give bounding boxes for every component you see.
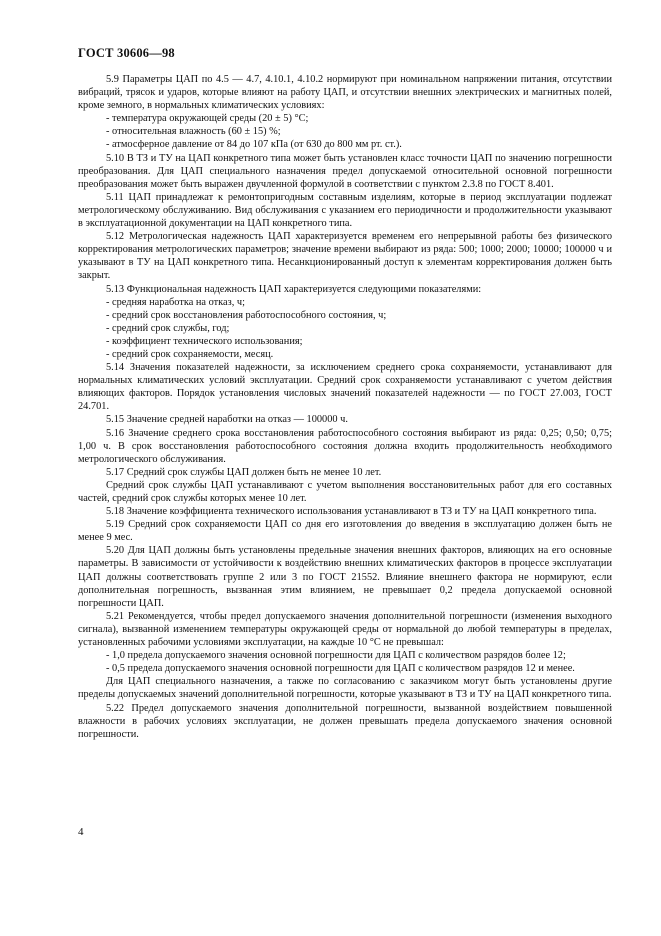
list-item: - 1,0 предела допускаемого значения основной погрешности для ЦАП с количеством разрядов более 12; xyxy=(106,650,566,662)
paragraph-5-9: 5.9 Параметры ЦАП по 4.5 — 4.7, 4.10.1, 4.10.2 нормируют при номинальном напряжении питания, отсутствии вибраций, трясок и ударов, которые влияют на работу ЦАП, и отсутствии внешних электрических и магнитных полей, кроме земного, в нормальных климатических условиях: xyxy=(78,74,612,112)
paragraph-5-15: 5.15 Значение средней наработки на отказ — 100000 ч. xyxy=(106,414,348,426)
paragraph-5-18: 5.18 Значение коэффициента технического использования устанавливают в ТЗ и ТУ на ЦАП конкретного типа. xyxy=(106,506,597,518)
paragraph-5-21: 5.21 Рекомендуется, чтобы предел допускаемого значения дополнительной погрешности (изменения выходного сигнала), вызванной изменением температуры окружающей среды от нормальной до любой температуры в пределах, установленных рабочими условиями эксплуатации, на каждые 10 °С не превышал: xyxy=(78,610,612,649)
paragraph-5-13: 5.13 Функциональная надежность ЦАП характеризуется следующими показателями: xyxy=(106,283,482,295)
list-item: - температура окружающей среды (20 ± 5) °С; xyxy=(106,113,309,125)
page-number: 4 xyxy=(78,826,84,838)
document-header: ГОСТ 30606—98 xyxy=(78,46,175,60)
list-item: - атмосферное давление от 84 до 107 кПа (от 630 до 800 мм рт. ст.). xyxy=(106,139,402,151)
paragraph-5-16: 5.16 Значение среднего срока восстановления работоспособного состояния выбирают из ряда: 0,25; 0,50; 0,75; 1,00 ч. В срок восстановления работоспособного состояния должна входить продолжительность необходимого метрологического обслуживания. xyxy=(78,427,612,465)
document-body xyxy=(78,73,612,741)
paragraph-5-20: 5.20 Для ЦАП должны быть установлены предельные значения внешних факторов, влияющих на его основные параметры. В зависимости от устойчивости к воздействию внешних климатических факторов в процессе эксплуатации ЦАП должны соответствовать группе 2 или 3 по ГОСТ 21552. Влияние внешнего фактора не нормируют, если дополнительная погрешность, вызванная этим влиянием, не превышает 0,2 предела допускаемой основной погрешности ЦАП. xyxy=(78,545,612,609)
paragraph: Для ЦАП специального назначения, а также по согласованию с заказчиком могут быть установлены другие пределы допускаемых значений дополнительной погрешности, которые указывают в ТЗ и ТУ на ЦАП конкретного типа. xyxy=(78,676,612,701)
list-item: - коэффициент технического использования; xyxy=(106,335,303,347)
list-item: - средний срок восстановления работоспособного состояния, ч; xyxy=(106,309,387,321)
list-item: - 0,5 предела допускаемого значения основной погрешности для ЦАП с количеством разрядов 12 и менее. xyxy=(106,663,575,675)
paragraph-5-22: 5.22 Предел допускаемого значения дополнительной погрешности, вызванной воздействием повышенной влажности в рабочих условиях эксплуатации, не должен превышать предела допускаемого значения основной погрешности. xyxy=(78,702,612,740)
list-item: - средняя наработка на отказ, ч; xyxy=(106,296,245,308)
paragraph-5-17: 5.17 Средний срок службы ЦАП должен быть не менее 10 лет. xyxy=(106,466,382,478)
paragraph-5-14: 5.14 Значения показателей надежности, за исключением среднего срока сохраняемости, устанавливают для нормальных климатических условий эксплуатации. Средний срок сохраняемости устанавливают с учетом действия влияющих факторов. Порядок установления числовых значений показателей надежности — по ГОСТ 27.003, ГОСТ 24.701. xyxy=(78,362,612,413)
list-item: - относительная влажность (60 ± 15) %; xyxy=(106,126,281,138)
list-item: - средний срок службы, год; xyxy=(106,322,230,334)
paragraph-5-11: 5.11 ЦАП принадлежат к ремонтопригодным составным изделиям, которые в период эксплуатации подлежат метрологическому обслуживанию. Вид обслуживания с указанием его периодичности и продолжительности указывают в эксплуатационной документации на ЦАП конкретного типа. xyxy=(78,191,612,230)
paragraph-5-10: 5.10 В ТЗ и ТУ на ЦАП конкретного типа может быть установлен класс точности ЦАП по значению погрешности преобразования. Для ЦАП специального назначения предел допускаемой относительной основной погрешности преобразования может быть выражен двучленной формулой в соответствии с пунктом 2.3.8 по ГОСТ 8.401. xyxy=(78,152,612,190)
paragraph-5-12: 5.12 Метрологическая надежность ЦАП характеризуется временем его непрерывной работы без физического корректирования метрологических параметров; значение времени выбирают из ряда: 500; 1000; 2000; 10000; 100000 ч и указывают в ТУ на ЦАП конкретного типа. Несанкционированный доступ к элементам корректирования должен быть закрыт. xyxy=(78,231,612,282)
paragraph-5-19: 5.19 Средний срок сохраняемости ЦАП со дня его изготовления до введения в эксплуатацию должен быть не менее 9 мес. xyxy=(78,519,612,544)
list-item: - средний срок сохраняемости, месяц. xyxy=(106,348,274,360)
paragraph: Средний срок службы ЦАП устанавливают с учетом выполнения восстановительных работ для его составных частей, средний срок службы которых менее 10 лет. xyxy=(78,479,612,504)
